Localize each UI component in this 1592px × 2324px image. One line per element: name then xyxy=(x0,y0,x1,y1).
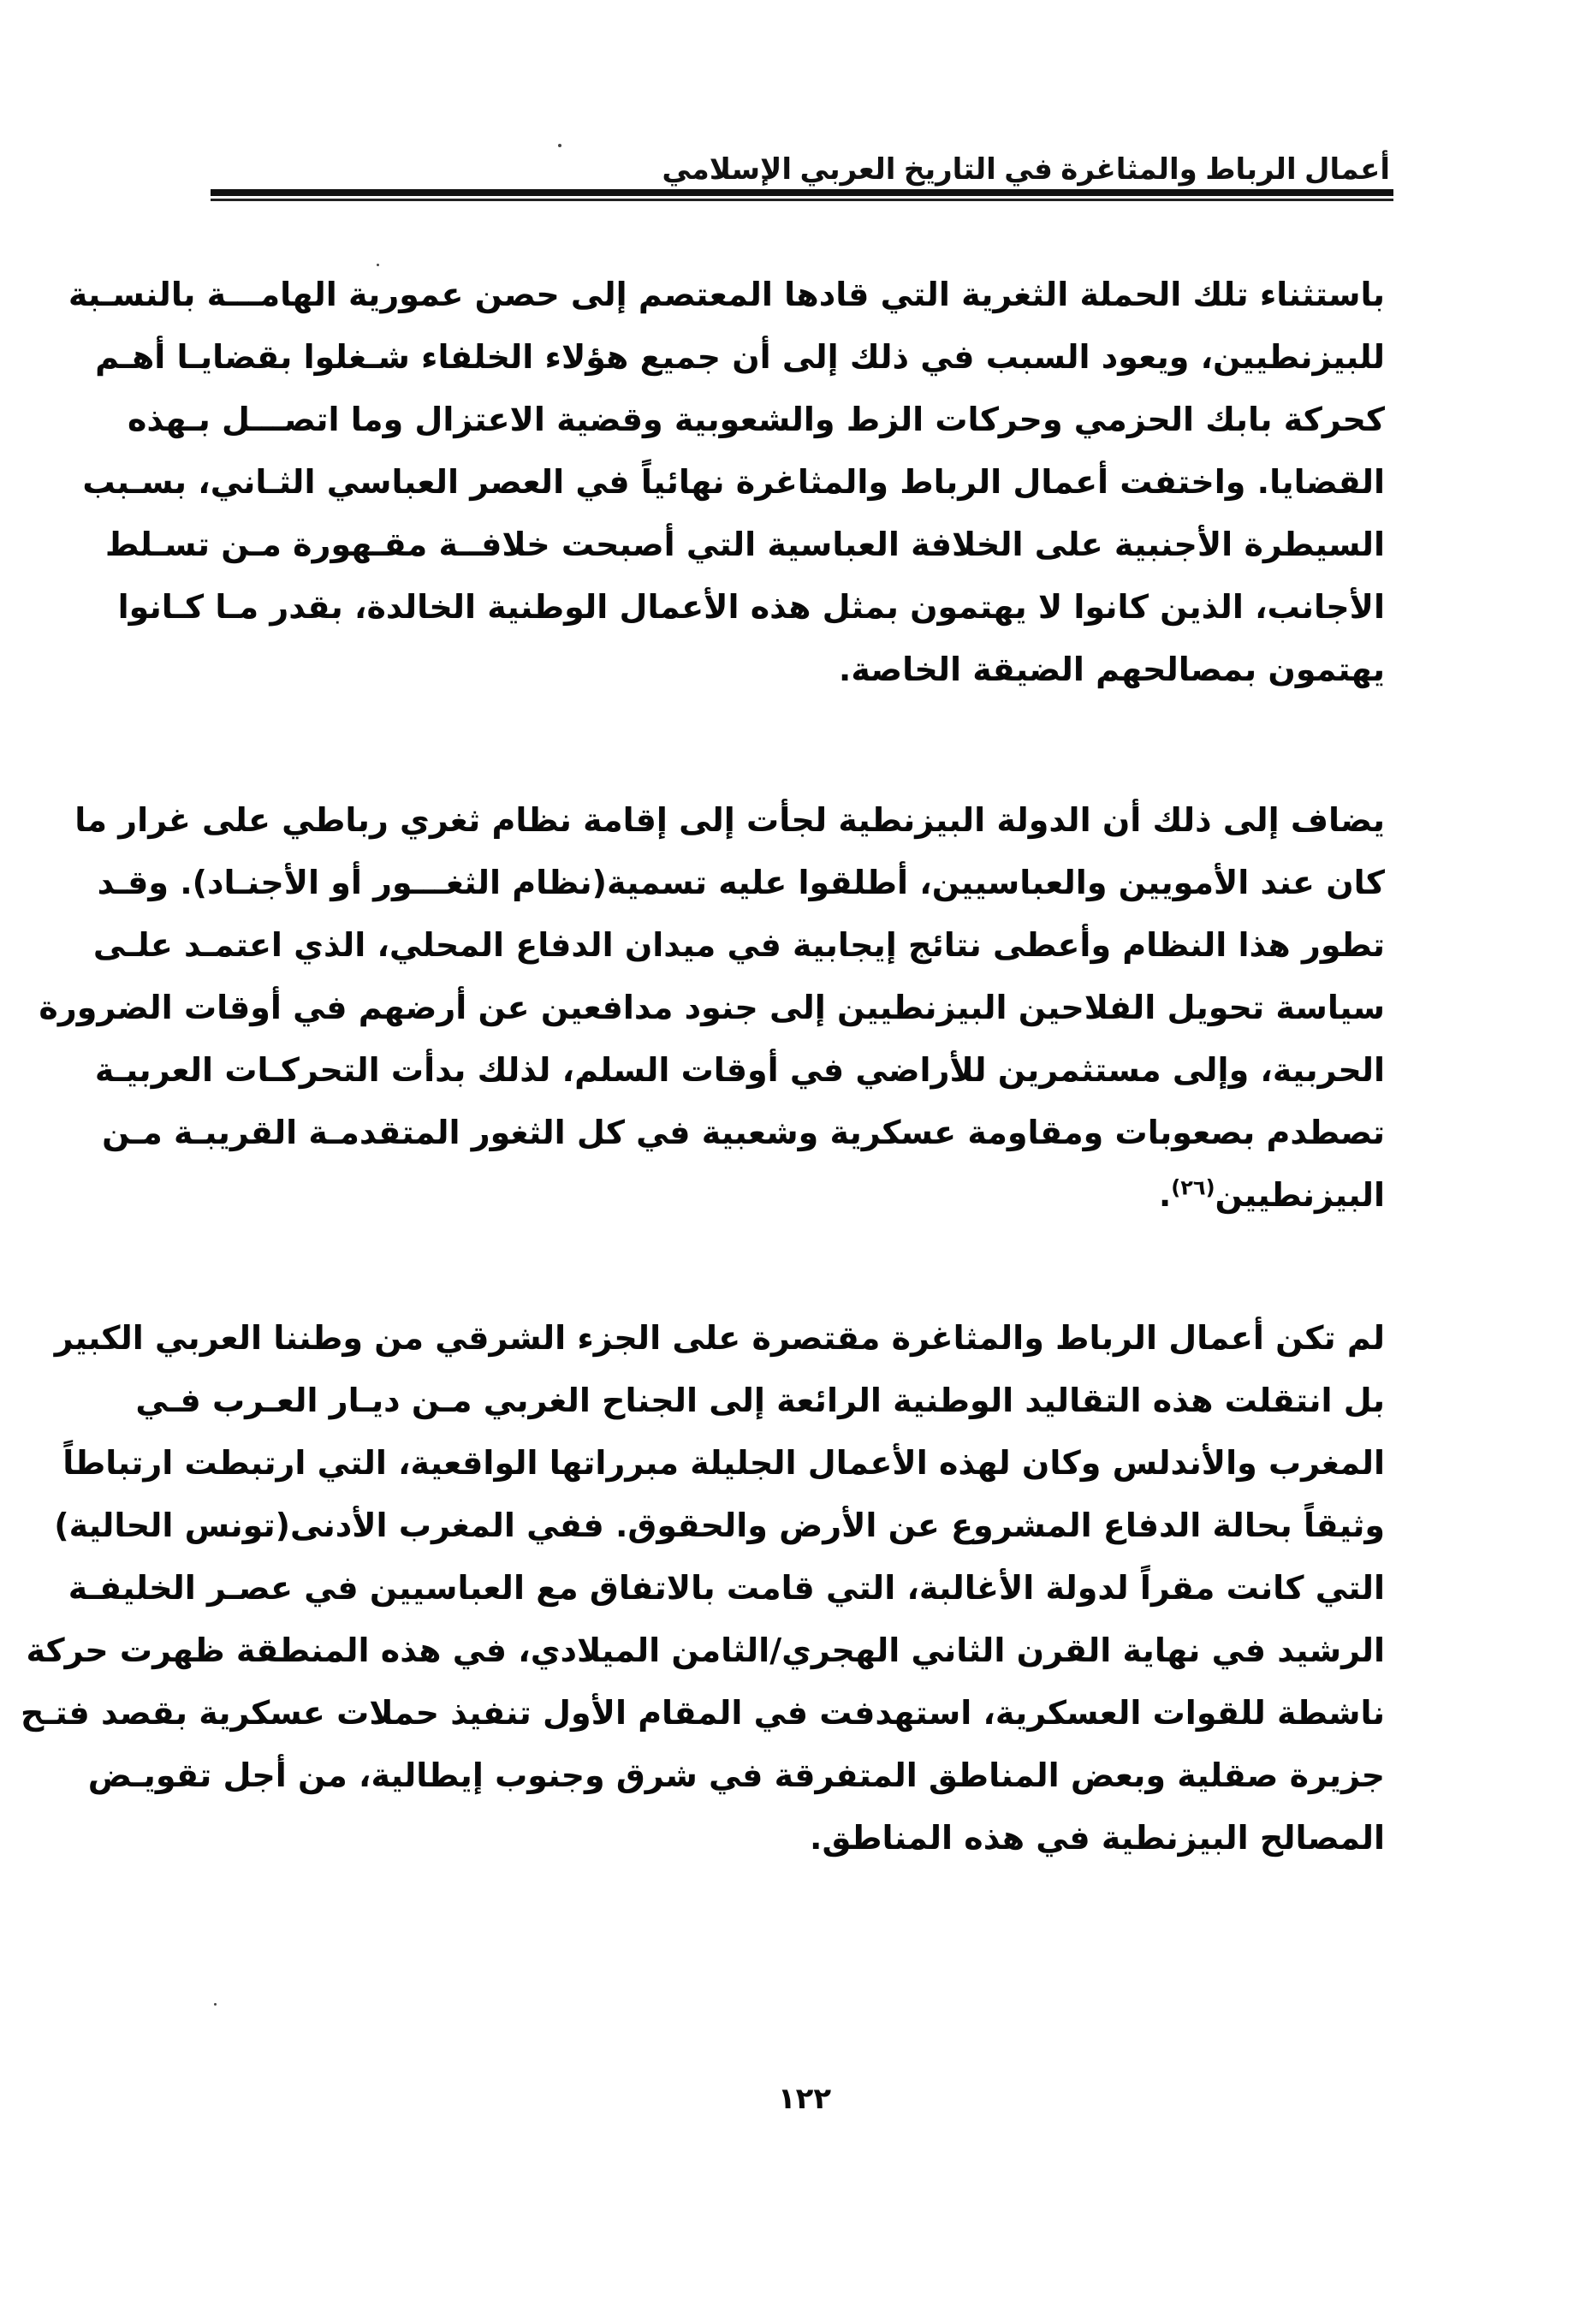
sentence-end: . xyxy=(1158,1176,1172,1214)
text-line: يهتمون بمصالحهم الضيقة الخاصة. xyxy=(838,651,1385,688)
paragraph-2 xyxy=(39,789,1385,1227)
paragraph-3 xyxy=(20,1307,1385,1869)
text-line: المغرب والأندلس وكان لهذه الأعمال الجليلة مبرراتها الواقعية، التي ارتبطت ارتباطاً xyxy=(62,1444,1385,1482)
text-line: تطور هذا النظام وأعطى نتائج إيجابية في ميدان الدفاع المحلي، الذي اعتمـد علـى xyxy=(92,926,1385,964)
text-line: السيطرة الأجنبية على الخلافة العباسية التي أصبحت خلافــة مقـهورة مـن تسـلط xyxy=(104,526,1385,563)
text-line: كحركة بابك الحزمي وحركات الزط والشعوبية وقضية الاعتزال وما اتصـــل بـهذه xyxy=(127,401,1385,438)
text-line: الحربية، وإلى مستثمرين للأراضي في أوقات السلم، لذلك بدأت التحركـات العربيـة xyxy=(94,1051,1385,1089)
text-line: باستثناء تلك الحملة الثغرية التي قادها المعتصم إلى حصن عمورية الهامـــة بالنسـبة xyxy=(68,276,1385,313)
running-header-title: أعمال الرباط والمثاغرة في التاريخ العربي الإسلامي xyxy=(662,153,1390,186)
text-line: جزيرة صقلية وبعض المناطق المتفرقة في شرق وجنوب إيطالية، من أجل تقويـض xyxy=(87,1756,1385,1794)
text-line: ناشطة للقوات العسكرية، استهدفت في المقام الأول تنفيذ حملات عسكرية بقصد فتـح xyxy=(20,1694,1385,1732)
page-number: ١٢٢ xyxy=(777,2082,832,2116)
text-line: لم تكن أعمال الرباط والمثاغرة مقتصرة على الجزء الشرقي من وطننا العربي الكبير xyxy=(54,1319,1385,1357)
text-line: سياسة تحويل الفلاحين البيزنطيين إلى جنود مدافعين عن أرضهم في أوقات الضرورة xyxy=(39,989,1385,1026)
scan-speck xyxy=(214,2003,217,2006)
text-line: وثيقاً بحالة الدفاع المشروع عن الأرض والحقوق. ففي المغرب الأدنى(تونس الحالية) xyxy=(54,1507,1385,1544)
text-line: يضاف إلى ذلك أن الدولة البيزنطية لجأت إلى إقامة نظام ثغري رباطي على غرار ما xyxy=(74,801,1385,839)
text-line: الرشيد في نهاية القرن الثاني الهجري/الثامن الميلادي، في هذه المنطقة ظهرت حركة xyxy=(26,1632,1385,1669)
header-rule xyxy=(211,189,1393,196)
text-line: القضايا. واختفت أعمال الرباط والمثاغرة نهائياً في العصر العباسي الثـاني، بسـبب xyxy=(82,463,1385,501)
text-line: كان عند الأمويين والعباسيين، أطلقوا عليه تسمية(نظام الثغـــور أو الأجنـاد). وقـد xyxy=(97,864,1385,901)
text-line: الأجانب، الذين كانوا لا يهتمون بمثل هذه الأعمال الوطنية الخالدة، بقدر مـا كـانوا xyxy=(117,588,1385,626)
scan-speck xyxy=(558,144,561,147)
text-line-final xyxy=(216,1164,1385,1227)
text-fragment: البيزنطيين xyxy=(1215,1176,1385,1214)
paragraph-1 xyxy=(68,264,1385,701)
text-line: بل انتقلت هذه التقاليد الوطنية الرائعة إلى الجناح الغربي مـن ديـار العـرب فـي xyxy=(135,1382,1385,1419)
text-line: المصالح البيزنطية في هذه المناطق. xyxy=(810,1819,1385,1857)
text-line: للبيزنطيين، ويعود السبب في ذلك إلى أن جميع هؤلاء الخلفاء شـغلوا بقضايـا أهـم xyxy=(95,338,1385,376)
header-rule-thin xyxy=(211,199,1393,201)
footnote-reference[interactable]: (٢٦) xyxy=(1171,1175,1215,1200)
text-line: تصطدم بصعوبات ومقاومة عسكرية وشعبية في كل الثغور المتقدمـة القريبـة مـن xyxy=(102,1114,1385,1151)
text-line: التي كانت مقراً لدولة الأغالبة، التي قامت بالاتفاق مع العباسيين في عصـر الخليفـة xyxy=(68,1569,1385,1607)
